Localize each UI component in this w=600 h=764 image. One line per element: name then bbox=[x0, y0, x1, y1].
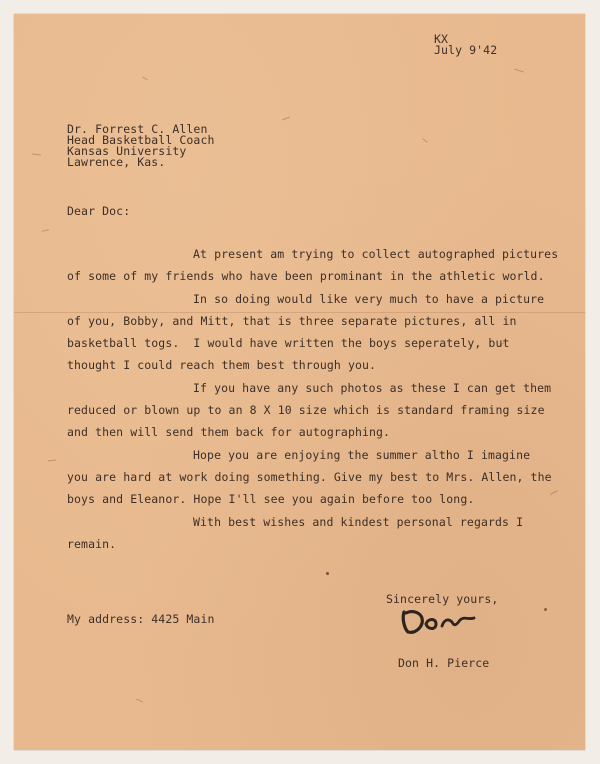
paper-fiber bbox=[136, 699, 143, 703]
recipient-name: Dr. Forrest C. Allen bbox=[67, 122, 208, 136]
complimentary-close: Sincerely yours, bbox=[386, 592, 499, 606]
body-line: At present am trying to collect autographed pictures bbox=[193, 247, 559, 261]
body-line: of some of my friends who have been prominant in the athletic world. bbox=[67, 269, 545, 283]
recipient-title: Head Basketball Coach bbox=[67, 133, 215, 147]
handwritten-signature bbox=[398, 604, 478, 638]
paper-fiber bbox=[514, 68, 524, 72]
body-line: and then will send them back for autographing. bbox=[67, 425, 391, 439]
paper-fiber bbox=[142, 77, 148, 81]
letter-date: July 9'42 bbox=[434, 43, 498, 57]
body-line: thought I could reach them best through you. bbox=[67, 358, 377, 372]
paper-fiber bbox=[282, 117, 290, 121]
signer-name: Don H. Pierce bbox=[398, 656, 490, 670]
paper-fiber bbox=[326, 572, 329, 575]
body-line: you are hard at work doing something. Give my best to Mrs. Allen, the bbox=[67, 470, 552, 484]
body-line: reduced or blown up to an 8 X 10 size which is standard framing size bbox=[67, 403, 545, 417]
paper-fiber bbox=[42, 229, 49, 231]
body-line: With best wishes and kindest personal regards I bbox=[193, 515, 524, 529]
paper-fiber bbox=[48, 459, 56, 461]
salutation: Dear Doc: bbox=[67, 204, 131, 218]
body-line: In so doing would like very much to have a picture bbox=[193, 292, 545, 306]
paper-fold bbox=[14, 312, 585, 313]
body-line: of you, Bobby, and Mitt, that is three separate pictures, all in bbox=[67, 314, 517, 328]
body-line: basketball togs. I would have written the boys seperately, but bbox=[67, 336, 510, 350]
recipient-institution: Kansas University bbox=[67, 144, 187, 158]
body-line: Hope you are enjoying the summer altho I imagine bbox=[193, 448, 531, 462]
recipient-city: Lawrence, Kas. bbox=[67, 155, 166, 169]
paper-fiber bbox=[550, 490, 558, 495]
return-address: My address: 4425 Main bbox=[67, 612, 215, 626]
body-line: boys and Eleanor. Hope I'll see you again before too long. bbox=[67, 492, 475, 506]
reference-code: KX bbox=[434, 32, 449, 46]
body-line: remain. bbox=[67, 537, 117, 551]
body-line: If you have any such photos as these I can get them bbox=[193, 381, 552, 395]
paper-fiber bbox=[32, 153, 41, 155]
paper-fiber bbox=[422, 138, 427, 143]
paper-fiber bbox=[544, 608, 547, 611]
